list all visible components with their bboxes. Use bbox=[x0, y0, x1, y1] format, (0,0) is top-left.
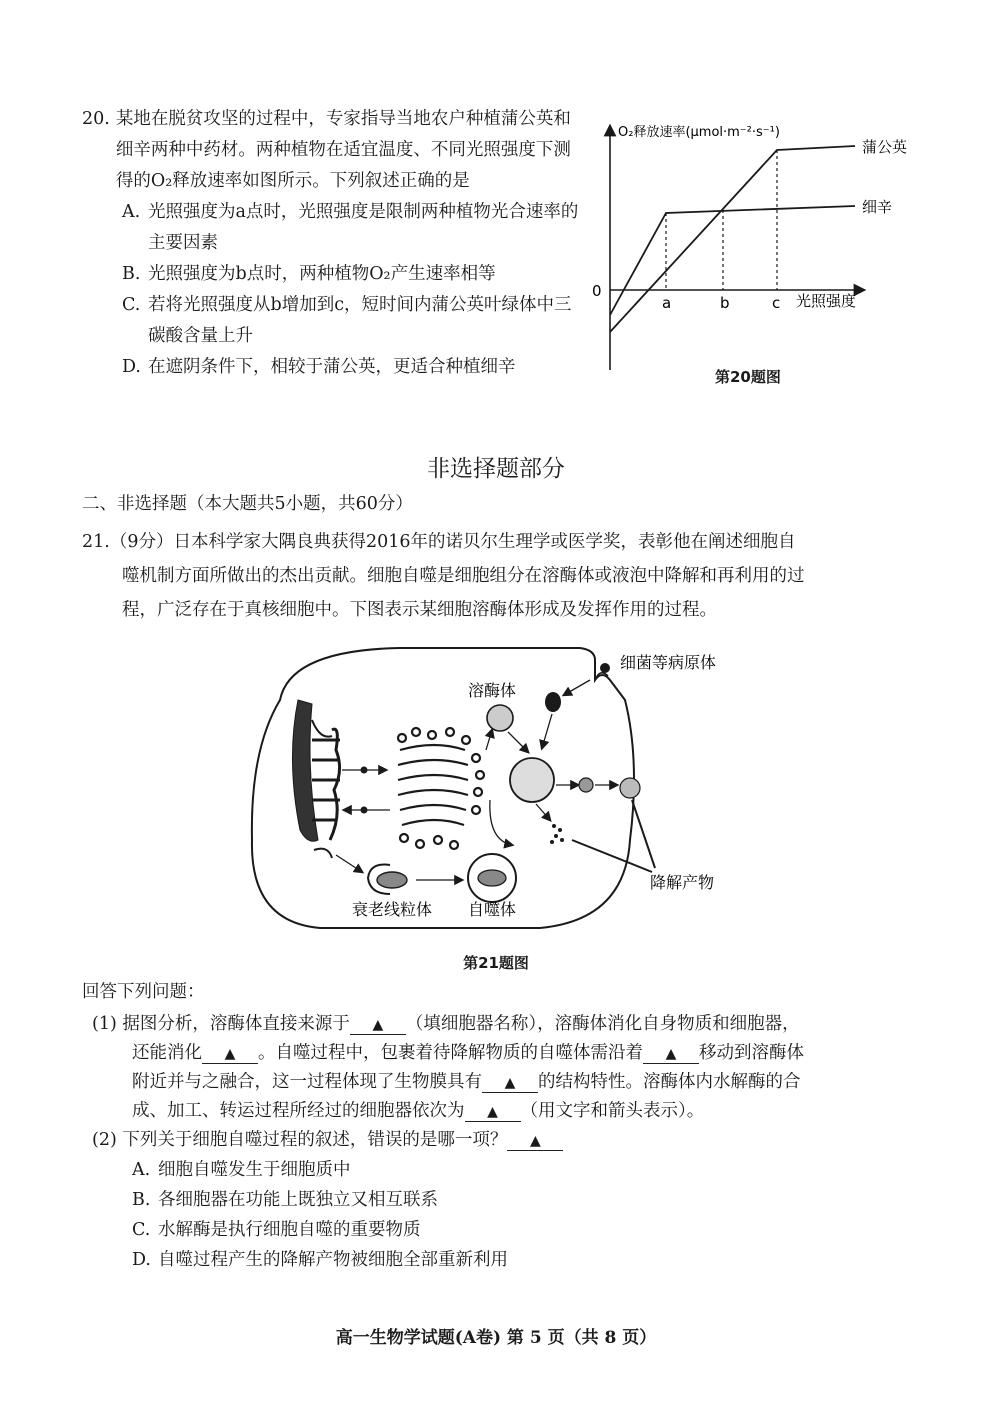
x-axis-label: 光照强度 bbox=[796, 292, 857, 310]
answer-blank[interactable]: ▲ bbox=[507, 1132, 563, 1151]
figure-21-caption: 第21题图 bbox=[463, 954, 529, 972]
tick-b: b bbox=[720, 294, 730, 312]
sub-stem: 下列关于细胞自噬过程的叙述，错误的是哪一项？ bbox=[122, 1130, 508, 1150]
sub-number: (2) bbox=[92, 1130, 117, 1150]
option-label: B. bbox=[122, 264, 141, 284]
intro-line-2: 噬机制方面所做出的杰出贡献。细胞自噬是细胞组分在溶酶体或液泡中降解和再利用的过 bbox=[122, 566, 805, 586]
text: 还能消化 bbox=[132, 1043, 202, 1063]
option-a bbox=[122, 197, 582, 259]
secondary-lysosome bbox=[510, 758, 554, 802]
sub-question-2 bbox=[92, 1125, 912, 1275]
answer-intro: 回答下列问题： bbox=[82, 982, 205, 1002]
text: 附近并与之融合，这一过程体现了生物膜具有 bbox=[132, 1072, 482, 1092]
text: （用文字和箭头表示）。 bbox=[520, 1101, 705, 1121]
golgi-apparatus bbox=[398, 728, 484, 849]
text: 移动到溶酶体 bbox=[699, 1043, 804, 1063]
option-c bbox=[122, 290, 582, 352]
figure-20-caption: 第20题图 bbox=[715, 368, 781, 386]
vesicle bbox=[361, 807, 368, 814]
mitochondrion-in-autophagosome bbox=[478, 870, 506, 886]
arrow-lysosome-fuse bbox=[508, 732, 528, 752]
degradation-products bbox=[550, 824, 564, 844]
option-d bbox=[122, 352, 582, 383]
text: 的结构特性。溶酶体内水解酶的合 bbox=[538, 1072, 801, 1092]
option-b bbox=[132, 1185, 912, 1215]
option-c bbox=[132, 1215, 912, 1245]
intro-line-1: （9分）日本科学家大隅良典获得2016年的诺贝尔生理学或医学奖，表彰他在阐述细胞自 bbox=[109, 532, 796, 552]
answer-blank[interactable]: ▲ bbox=[482, 1074, 538, 1093]
origin-label: 0 bbox=[592, 282, 602, 300]
option-text: 水解酶是执行细胞自噬的重要物质 bbox=[158, 1220, 421, 1240]
option-text: 自噬过程产生的降解产物被细胞全部重新利用 bbox=[158, 1250, 508, 1270]
figure-20-graph bbox=[592, 110, 930, 400]
question-21-intro bbox=[82, 525, 922, 627]
question-text: 某地在脱贫攻坚的过程中，专家指导当地农户种植蒲公英和细辛两种中药材。两种植物在适宜温度、不同光照强度下测得的O₂释放速率如图所示。下列叙述正确的是 bbox=[115, 109, 571, 191]
option-text: 光照强度为b点时，两种植物O₂产生速率相等 bbox=[148, 264, 496, 284]
sub-question-1 bbox=[92, 1010, 912, 1126]
question-number: 21. bbox=[82, 532, 110, 552]
answer-blank[interactable]: ▲ bbox=[643, 1045, 699, 1064]
option-a bbox=[132, 1155, 912, 1185]
option-label: D. bbox=[122, 357, 141, 377]
arrow-er-wrap bbox=[336, 855, 362, 872]
lysosome-label: 溶酶体 bbox=[468, 681, 517, 700]
question-20-stem bbox=[82, 104, 582, 197]
option-label: B. bbox=[132, 1190, 151, 1210]
question-20 bbox=[82, 104, 582, 383]
arrow-lysosome-autophagy bbox=[490, 800, 512, 845]
arrow-pathogen-entry bbox=[564, 680, 590, 695]
mito-label: 衰老线粒体 bbox=[352, 900, 433, 919]
text: 成、加工、转运过程所经过的细胞器依次为 bbox=[132, 1101, 465, 1121]
option-label: A. bbox=[122, 202, 141, 222]
text: 据图分析，溶酶体直接来源于 bbox=[122, 1014, 350, 1034]
answer-blank[interactable]: ▲ bbox=[465, 1103, 521, 1122]
autophagosome-label: 自噬体 bbox=[468, 900, 517, 919]
page-footer: 高一生物学试题(A卷) 第 5 页（共 8 页） bbox=[335, 1328, 657, 1348]
text: （填细胞器名称），溶酶体消化自身物质和细胞器， bbox=[405, 1014, 800, 1034]
option-text: 在遮阴条件下，相较于蒲公英，更适合种植细辛 bbox=[148, 357, 516, 377]
phagocytosed-pathogen bbox=[545, 692, 561, 712]
option-text: 光照强度为a点时，光照强度是限制两种植物光合速率的主要因素 bbox=[148, 202, 579, 253]
option-label: C. bbox=[132, 1220, 151, 1240]
arrow-golgi-lysosome bbox=[486, 730, 492, 750]
series-label-xixin: 细辛 bbox=[862, 198, 893, 216]
sub-number: (1) bbox=[92, 1014, 117, 1034]
option-label: D. bbox=[132, 1250, 151, 1270]
tick-a: a bbox=[662, 294, 672, 312]
products-label: 降解产物 bbox=[650, 873, 715, 892]
option-d bbox=[132, 1245, 912, 1275]
option-label: A. bbox=[132, 1160, 151, 1180]
vesicle bbox=[361, 767, 368, 774]
nucleus-er bbox=[292, 700, 340, 858]
arrow-phagosome-fuse bbox=[542, 714, 552, 748]
pointer-products bbox=[572, 840, 652, 872]
series-label-pugongying: 蒲公英 bbox=[862, 138, 908, 156]
residual-body bbox=[579, 778, 593, 792]
answer-blank[interactable]: ▲ bbox=[350, 1016, 406, 1035]
exocytosis-vesicle bbox=[620, 778, 640, 798]
option-label: C. bbox=[122, 295, 141, 315]
pathogen-dot bbox=[600, 663, 610, 673]
arrow-products bbox=[536, 804, 550, 820]
pathogen-label: 细菌等病原体 bbox=[620, 653, 717, 672]
y-axis-label: O₂释放速率(μmol·m⁻²·s⁻¹) bbox=[618, 125, 780, 140]
question-number: 20. bbox=[82, 109, 110, 129]
option-text: 各细胞器在功能上既独立又相互联系 bbox=[158, 1190, 438, 1210]
figure-21-cell-diagram bbox=[240, 640, 760, 940]
pointer-products-2 bbox=[632, 800, 655, 868]
intro-line-3: 程，广泛存在于真核细胞中。下图表示某细胞溶酶体形成及发挥作用的过程。 bbox=[122, 600, 717, 620]
text: 。自噬过程中，包裹着待降解物质的自噬体需沿着 bbox=[258, 1043, 643, 1063]
answer-blank[interactable]: ▲ bbox=[202, 1045, 258, 1064]
lysosome bbox=[487, 705, 513, 731]
aged-mitochondrion bbox=[377, 872, 407, 888]
tick-c: c bbox=[772, 294, 781, 312]
section-title: 非选择题部分 bbox=[427, 456, 565, 482]
option-b bbox=[122, 259, 582, 290]
option-text: 若将光照强度从b增加到c，短时间内蒲公英叶绿体中三碳酸含量上升 bbox=[148, 295, 572, 346]
option-text: 细胞自噬发生于细胞质中 bbox=[158, 1160, 351, 1180]
section-2-heading: 二、非选择题（本大题共5小题，共60分） bbox=[82, 494, 413, 514]
